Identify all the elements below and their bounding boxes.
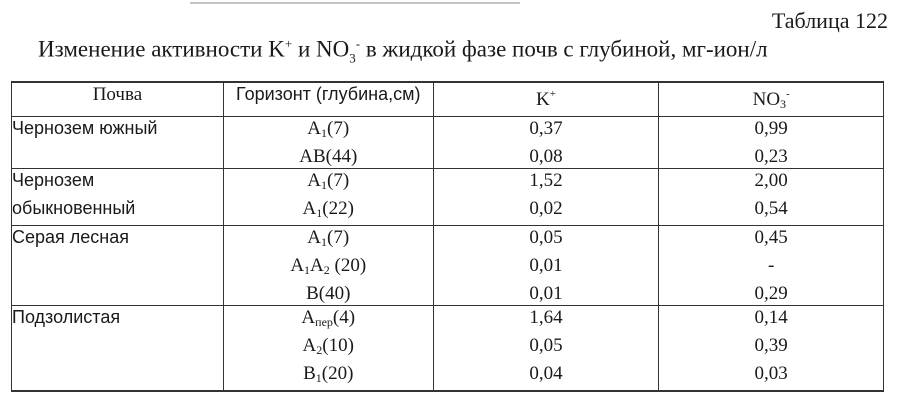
no3-value-cell: 0,99 [659,117,884,146]
horizon-depth: (10) [322,335,354,356]
table-row [12,169,884,198]
horizon-sub: 1 [316,206,323,220]
k-value-cell: 0,02 [433,197,659,226]
horizon-sub: 1 [321,126,328,140]
header-k-base: K [536,89,550,110]
header-horizon: Горизонт (глубина,см) [223,82,433,117]
horizon-base: A [307,227,322,248]
no3-value-cell: 0,03 [659,362,884,391]
horizon-sub: пер [315,315,333,329]
soil-cell: обыкновенный [12,197,224,226]
no3-value-cell: 0,39 [659,334,884,362]
k-value-cell: 0,01 [433,254,659,282]
horizon-base: A [307,170,322,191]
table-row [12,197,884,226]
horizon-depth: (20) [329,255,367,276]
header-k [433,82,659,117]
table-row [12,334,884,362]
soil-cell: Чернозем южный [12,117,224,146]
no3-value-cell: - [659,254,884,282]
horizon-base: A [302,198,317,219]
data-table [11,81,884,392]
table-row [12,145,884,169]
horizon-base: B [306,283,319,304]
horizon-cell [223,197,433,226]
soil-cell: Чернозем [12,169,224,198]
horizon-base2: A [310,255,324,276]
header-row [12,82,884,117]
table-row [12,254,884,282]
horizon-base: A [302,335,317,356]
caption-prefix: Изменение активности K [38,36,285,62]
soil-cell [12,254,224,282]
soil-cell: Серая лесная [12,226,224,255]
horizon-cell [223,362,433,391]
caption-no3-sup: - [355,36,361,51]
k-value-cell: 1,64 [433,306,659,335]
k-value-cell: 0,05 [433,226,659,255]
horizon-base: B [303,363,316,384]
horizon-sub: 1 [304,263,311,277]
horizon-base: A [307,118,322,139]
table-row [12,306,884,335]
caption-suffix: в жидкой фазе почв с глубиной, мг-ион/л [360,36,768,62]
header-no3-sup: - [786,88,790,100]
no3-value-cell: 0,23 [659,145,884,169]
horizon-sub2: 2 [323,263,330,277]
horizon-depth: (7) [327,227,350,248]
soil-cell [12,334,224,362]
horizon-cell [223,254,433,282]
horizon-depth: (4) [332,307,356,328]
table-number: Таблица 122 [771,8,888,33]
horizon-depth: (40) [318,283,351,304]
horizon-base: A [290,255,305,276]
table-body [12,117,884,392]
soil-cell [12,362,224,391]
no3-value-cell: 0,54 [659,197,884,226]
k-value-cell: 0,08 [433,145,659,169]
no3-value-cell: 0,45 [659,226,884,255]
horizon-cell [223,169,433,198]
header-soil: Почва [12,82,224,117]
horizon-depth: (22) [322,198,354,219]
no3-value-cell: 0,14 [659,306,884,335]
table-row [12,282,884,306]
horizon-sub: 1 [315,371,322,385]
k-value-cell: 0,04 [433,362,659,391]
horizon-sub: 1 [321,178,328,192]
soil-cell: Подзолистая [12,306,224,335]
no3-value-cell: 2,00 [659,169,884,198]
k-value-cell: 0,37 [433,117,659,146]
horizon-depth: (20) [321,363,354,384]
horizon-base: AB [299,146,326,167]
horizon-cell [223,306,433,335]
table-row [12,226,884,255]
horizon-sub: 1 [321,235,328,249]
horizon-depth: (7) [327,170,350,191]
horizon-cell [223,282,433,306]
no3-value-cell: 0,29 [659,282,884,306]
k-value-cell: 0,01 [433,282,659,306]
header-no3-sub: 3 [780,97,787,111]
horizon-cell [223,226,433,255]
k-value-cell: 0,05 [433,334,659,362]
header-no3-base: NO [752,89,781,110]
horizon-base: A [301,307,316,328]
soil-cell [12,282,224,306]
header-no3 [659,82,884,117]
caption-k-sup: + [284,36,293,51]
horizon-cell [223,117,433,146]
cropped-text-fragment [190,0,520,4]
caption-no3-sub: 3 [349,50,356,66]
horizon-depth: (7) [327,118,350,139]
horizon-cell [223,334,433,362]
caption-mid: и NO [292,36,350,62]
horizon-depth: (44) [325,146,358,167]
table-caption [38,36,768,66]
header-k-sup: + [549,88,556,100]
horizon-cell [223,145,433,169]
table-row [12,362,884,391]
k-value-cell: 1,52 [433,169,659,198]
soil-cell [12,145,224,169]
horizon-sub: 2 [316,343,323,357]
table-row [12,117,884,146]
